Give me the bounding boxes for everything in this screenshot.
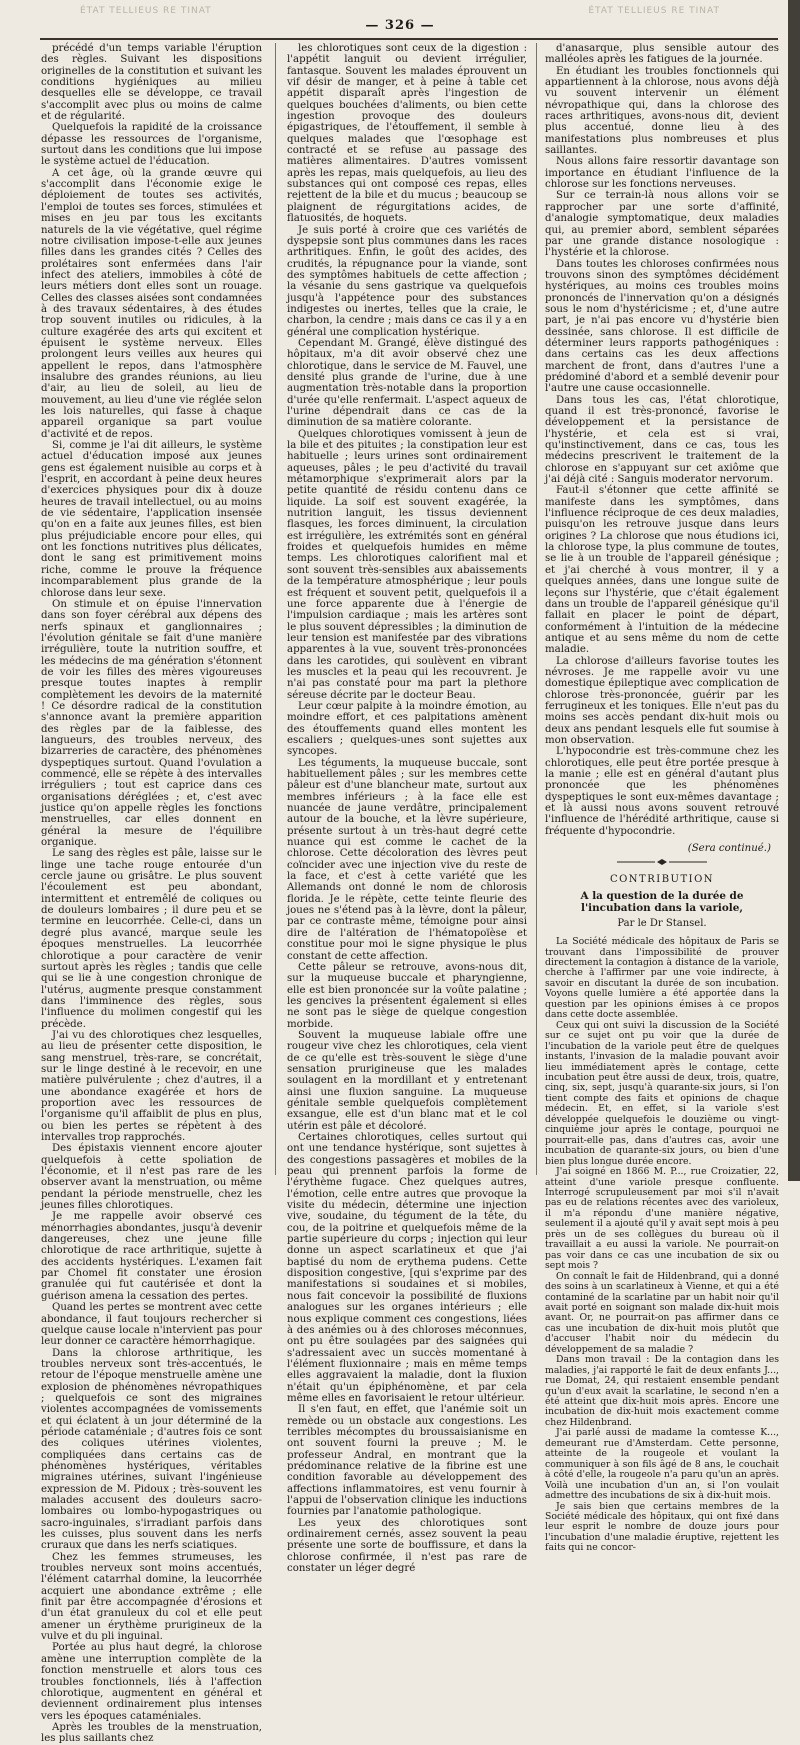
paragraph: Certaines chlorotiques, celles surtout qui ont une tendance hystérique, sont sujettes à des congestions passagères et mobiles de la peau qui prennent parfois la forme de l'érythème fugace. Chez quelques autres, l'émotion, celle entre autres que provoque la visite du médecin, détermine une injection vive, soudaine, du tégument de la tête, du cou, de la poitrine et quelquefois même de la partie supérieure du corps ; injection qui leur donne un aspect scarlatineux et que j'ai baptisé du nom de erythema pudens. Cette disposition congestive, [qui s'exprime par des manifestations si soudaines et si mobiles, nous fait concevoir la possibilité de fluxions analogues sur les organes intérieurs ; elle nous explique comment ces congestions, liées à des anémies ou à des chloroses méconnues, ont pu être soulagées par des saignées qui s'adressaient avec un succès momentané à l'élément fluxionnaire ; mais en même temps elles aggravaient la maladie, dont la fluxion n'était qu'un épiphénomène, et par cela même elles en favorisaient le retour ultérieur.	[287, 1132, 527, 1404]
header-rule	[40, 38, 778, 40]
paragraph: J'ai soigné en 1866 M. P..., rue Croizatier, 22, atteint d'une variole presque confluente. Interrogé scrupuleusement par moi s'il n'avait pas eu de relations récentes avec des varioleux, il m'a répondu d'une manière négative, seulement il a ajouté qu'il y avait sept mois à peu près un de ses collègues du bureau où il travaillait a eu aussi la variole. Ne pourrait-on pas voir dans ce cas une incubation de six ou sept mois ?	[545, 1166, 779, 1272]
page-edge-shadow	[788, 0, 800, 1181]
paragraph: J'ai parlé aussi de madame la comtesse K..., demeurant rue d'Amsterdam. Cette personne, atteinte de la rougeole et voulant la communiquer à son fils âgé de 8 ans, le couchait à côté d'elle, la rougeole n'a paru qu'un an après. Voilà une incubation d'un an, si l'on voulait admettre des incubations de six à dix-huit mois.	[545, 1427, 779, 1502]
paragraph: Il s'en faut, en effet, que l'anémie soit un remède ou un obstacle aux congestions. Les terribles mécomptes du broussaisianisme en ont souvent fourni la preuve ; M. le professeur Andral, en montrant que la prédominance relative de la fibrine est une condition favorable au développement des affections inflammatoires, est venu fournir à l'appui de l'observation clinique les inductions fournies par l'anatomie pathologique.	[287, 1404, 528, 1518]
paragraph: précédé d'un temps variable l'éruption des règles. Suivant les dispositions originelles de la constitution et suivant les conditions hygiéniques au milieu desquelles elle se développe, ce travail s'accomplit avec plus ou moins de calme et de régularité.	[41, 43, 262, 123]
paragraph: Le sang des règles est pâle, laisse sur le linge une tache rouge entourée d'un cercle jaune ou grisâtre. Le plus souvent l'écoulement est peu abondant, intermittent et entremêlé de coliques ou de douleurs lombaires ; il dure peu et se termine en leucorrhée. Celle-ci, dans un degré plus avancé, marque seule les époques menstruelles. La leucorrhée chlorotique a pour caractère de venir surtout après les règles ; tandis que celle qui se lie à une congestion chronique de l'utérus, augmente presque constamment dans l'imminence des règles, sous l'influence du molimen congestif qui les précède.	[41, 848, 262, 1030]
paragraph: Dans toutes les chloroses confirmées nous trouvons sinon des symptômes décidément hystériques, au moins ces troubles moins prononcés de l'innervation qu'on a désignés sous le nom d'hystéricisme ; et, d'une autre part, je n'ai pas encore vu d'hystérie bien dessinée, sans chlorose. Il est difficile de déterminer leurs rapports pathogéniques : dans certains cas les deux affections marchent de front, dans d'autres l'une a prédominé d'abord et a semblé devenir pour l'autre une cause occasionnelle.	[545, 258, 779, 395]
paragraph: Les yeux des chlorotiques sont ordinairement cernés, assez souvent la peau présente une sorte de bouffissure, et dans la chlorose confirmée, il n'est pas rare de constater un léger degré	[287, 1517, 527, 1575]
paragraph: Dans tous les cas, l'état chlorotique, quand il est très-prononcé, favorise le développement et la persistance de l'hystérie, et cela est si vrai, qu'instinctivement, dans ce cas, tous les médecins prescrivent le traitement de la chlorose en s'appuyant sur cet axiôme que j'ai déjà cité : Sanguis moderator nervorum.	[545, 394, 779, 486]
section-body	[545, 937, 779, 1554]
paragraph: les chlorotiques sont ceux de la digestion : l'appétit languit ou devient irrégulier, fantasque. Souvent les malades éprouvent un vif désir de manger, et à peine à table cet appétit disparaît après l'ingestion de quelques bouchées d'aliments, ou bien cette ingestion provoque des douleurs épigastriques, de l'étouffement, il semble à quelques malades que l'œsophage est contracté et se refuse au passage des matières alimentaires. D'autres vomissent après les repas, mais quelquefois, au lieu des substances qui ont composé ces repas, elles rejettent de la bile et du mucus ; beaucoup se plaignent de régurgitations acides, de flatuosités, de hoquets.	[287, 43, 527, 225]
paragraph: Dans la chlorose arthritique, les troubles nerveux sont très-accentués, le retour de l'époque menstruelle amène une explosion de phénomènes névropathiques ; quelquefois ce sont des migraines violentes accompagnées de vomissements et qui éclatent à un jour déterminé de la période cataméniale ; d'autres fois ce sont des coliques utérines violentes, compliquées dans certains cas de phénomènes hystériques, véritables migraines utérines, suivant l'ingénieuse expression de M. Pidoux ; très-souvent les malades accusent des douleurs sacro-lombaires ou lombo-hypogastriques ou sacro-inguinales, s'irradiant parfois dans les cuisses, plus souvent dans les nerfs cruraux que dans les nerfs sciatiques.	[41, 1347, 262, 1552]
ornament-divider	[617, 858, 707, 866]
column-divider-2	[536, 43, 537, 1175]
column-right-article	[545, 43, 779, 837]
paragraph: Je suis porté à croire que ces variétés de dyspepsie sont plus communes dans les races arthritiques. Enfin, le goût des acides, des crudités, la répugnance pour la viande, sont des symptômes habituels de cette affection ; la vésanie du sens gastrique va quelquefois jusqu'à l'appétence pour des substances indigestes ou inertes, telles que la craie, le charbon, la cendre ; mais dans ce cas il y a en général une complication hystérique.	[287, 224, 527, 338]
paragraph: Si, comme je l'ai dit ailleurs, le système actuel d'éducation imposé aux jeunes gens est également nuisible au corps et à l'esprit, en accordant à peine deux heures d'exercices physiques pour dix à douze heures de travail intellectuel, ou au moins de vie sédentaire, l'application insensée qu'on en a faite aux jeunes filles, est bien plus préjudiciable encore pour elles, qui ont les fonctions nutritives plus délicates, dont le sang est primitivement moins riche, comme le prouve la fréquence incomparablement plus grande de la chlorose dans leur sexe.	[41, 440, 262, 599]
paragraph: Quelquefois la rapidité de la croissance dépasse les ressources de l'organisme, surtout dans les conditions que lui impose le système actuel de l'éducation.	[41, 122, 262, 168]
paragraph: Ceux qui ont suivi la discussion de la Société sur ce sujet ont pu voir que la durée de l'incubation de la variole peut être de quelques instants, l'invasion de la maladie pouvant avoir lieu immédiatement après le contage, cette incubation peut être aussi de deux, trois, quatre, cinq, six, sept, jusqu'à quarante-six jours, si l'on tient compte des faits et opinions de chaque médecin. Et, en effet, si la variole s'est développée quelquefois le douzième ou vingt-cinquième jour après le contage, pourquoi ne pourrait-elle pas, dans d'autres cas, avoir une incubation de quarante-six jours, ou bien d'une bien plus longue durée encore.	[545, 1019, 779, 1167]
column-right	[545, 43, 779, 1554]
paragraph: Les téguments, la muqueuse buccale, sont habituellement pâles ; sur les membres cette pâleur est d'une blancheur mate, surtout aux membres inférieurs ; à la face elle est nuancée de jaune verdâtre, principalement autour de la bouche, et la lèvre supérieure, présente surtout à un très-haut degré cette nuance qui est comme le cachet de la chlorose. Cette décoloration des lèvres peut coïncider avec une injection vive du reste de la face, et c'est à cette variété que les Allemands ont donné le nom de chlorosis florida. Je le répète, cette teinte fleurie des joues ne s'étend pas à la lèvre, dont la pâleur, par ce contraste même, témoigne pour ainsi dire de l'altération de l'hématopoïèse et constitue pour moi le signe physique le plus constant de cette affection.	[287, 757, 527, 962]
paragraph: Portée au plus haut degré, la chlorose amène une interruption complète de la fonction menstruelle et alors tous ces troubles fonctionnels, liés à l'affection chlorotique, augmentent en général et deviennent ordinairement plus intenses vers les époques cataméniales.	[41, 1642, 262, 1722]
paragraph: Faut-il s'étonner que cette affinité se manifeste dans les symptômes, dans l'influence réciproque de ces deux maladies, puisqu'on les retrouve jusque dans leurs origines ? La chlorose que nous étudions ici, la chlorose type, la plus commune de toutes, se lie à un trouble de l'appareil génésique ; et j'ai cherché à vous montrer, il y a quelques années, dans une longue suite de leçons sur l'hystérie, que c'était également dans un trouble de l'appareil génésique qu'il fallait en placer le point de départ, conformément à l'intuition de la médecine antique et au sens même du nom de cette maladie.	[545, 485, 779, 656]
paragraph: Après les troubles de la menstruation, les plus saillants chez	[41, 1721, 262, 1745]
paragraph: Je sais bien que certains membres de la Société médicale des hôpitaux, qui ont fixé dans leur esprit le nombre de douze jours pour l'incubation d'une maladie éruptive, rejettent les faits qui ne concor-	[545, 1500, 779, 1554]
paragraph: J'ai vu des chlorotiques chez lesquelles, au lieu de présenter cette disposition, le sang menstruel, très-rare, se concrétait, sur le linge destiné à le recevoir, en une matière pulvérulente ; chez d'autres, il a une abondance exagérée et hors de proportion avec les ressources de l'organisme qu'il affaiblit de plus en plus, ou bien les pertes se répètent à des intervalles trop rapprochés.	[41, 1029, 262, 1143]
bleed-through-right: ÉTAT TELLIEUS RE TINAT	[588, 6, 720, 16]
section-subheading: A la question de la durée de l'incubation dans la variole,	[580, 889, 744, 914]
to-be-continued-note: (Sera continué.)	[687, 843, 771, 855]
paragraph: Cette pâleur se retrouve, avons-nous dit, sur la muqueuse buccale et pharyngienne, elle est bien prononcée sur la voûte palatine ; les gencives la présentent également si elles ne sont pas le siège de quelque congestion morbide.	[287, 961, 527, 1030]
paragraph: Sur ce terrain-là nous allons voir se rapprocher par une sorte d'affinité, d'analogie symptomatique, deux maladies qui, au premier abord, semblent séparées par une grande distance nosologique : l'hystérie et la chlorose.	[545, 190, 779, 259]
paragraph: L'hypocondrie est très-commune chez les chlorotiques, elle peut être portée presque à la manie ; elle est en général d'autant plus prononcée que les phénomènes dyspeptiques le sont eux-mêmes davantage ; et là aussi nous avons souvent retrouvé l'influence de l'hérédité arthritique, cause si fréquente d'hypocondrie.	[545, 746, 779, 837]
column-left	[41, 43, 262, 1745]
bleed-through-header	[80, 6, 720, 16]
paragraph: Dans mon travail : De la contagion dans les maladies, j'ai rapporté le fait de deux enfants J..., rue Domat, 24, qui restaient ensemble pendant qu'un d'eux avait la scarlatine, le second n'en a été atteint que dix-huit mois après. Encore une incubation de dix-huit mois exactement comme chez Hildenbrand.	[545, 1354, 779, 1428]
paragraph: La Société médicale des hôpitaux de Paris se trouvant dans l'impossibilité de prouver directement la contagion à distance de la variole, cherche à l'affirmer par une voie indirecte, à savoir en discutant la durée de son incubation. Voyons quelle lumière a été apportée dans la question par les opinions émises à ce propos dans cette docte assemblée.	[545, 936, 779, 1021]
column-divider-1	[275, 43, 276, 1175]
paragraph: On stimule et on épuise l'innervation dans son foyer cérébral aux dépens des nerfs spinaux et ganglionnaires ; l'évolution génitale se fait d'une manière irrégulière, toute la nutrition souffre, et les médecins de ma génération s'étonnent de voir les filles des mères vigoureuses presque toutes inaptes à remplir complètement les devoirs de la maternité ! Ce désordre radical de la constitution s'annonce avant la première apparition des règles par de la faiblesse, des langueurs, des troubles nerveux, des bizarreries de caractère, des phénomènes dyspeptiques surtout. Quand l'ovulation a commencé, elle se répète à des intervalles irréguliers ; tout est caprice dans ces organisations déréglées ; et, c'est avec justice qu'on appelle règles les fonctions menstruelles, car elles donnent en général la mesure de l'équilibre organique.	[41, 598, 262, 849]
bleed-through-left: ÉTAT TELLIEUS RE TINAT	[80, 6, 212, 16]
paragraph: On connaît le fait de Hildenbrand, qui a donné des soins à un scarlatineux à Vienne, et qui a été contaminé de la scarlatine par un habit noir qu'il avait porté en soignant son malade dix-huit mois avant. Or, ne pourrait-on pas affirmer dans ce cas une incubation de dix-huit mois plutôt que d'accuser l'habit noir du médecin du développement de sa maladie ?	[545, 1270, 779, 1355]
section-author: Par le Dr Stansel.	[617, 917, 707, 929]
paragraph: Cependant M. Grangé, élève distingué des hôpitaux, m'a dit avoir observé chez une chlorotique, dans le service de M. Fauvel, une densité plus grande de l'urine, due à une augmentation très-notable dans la proportion d'urée qu'elle renfermait. L'aspect aqueux de l'urine dépendrait dans ce cas de la diminution de sa matière colorante.	[287, 337, 527, 429]
paragraph: Chez les femmes strumeuses, les troubles nerveux sont moins accentués, l'élément catarrhal domine, la leucorrhée acquiert une abondance extrême ; elle finit par être accompagnée d'érosions et d'un état granuleux du col et elle peut amener un érythème prurigineux de la vulve et du pli inguinal.	[41, 1551, 262, 1643]
paragraph: A cet âge, où la grande œuvre qui s'accomplit dans l'économie exige le déploiement de toutes ses activités, l'emploi de toutes ses forces, stimulées et mises en jeu par tous les excitants naturels de la vie végétative, quel régime notre civilisation impose-t-elle aux jeunes filles dans les grandes cités ? Celles des prolétaires sont enfermées dans l'air infect des ateliers, immobiles à côté de leurs métiers dont elles sont un rouage. Celles des classes aisées sont condamnées à des travaux sédentaires, à des études trop souvent inutiles ou ridicules, à la culture exagérée des arts qui excitent et épuisent le système nerveux. Elles prolongent leurs veilles aux heures qui appellent le repos, dans l'atmosphère insalubre des grandes réunions, au lieu d'air, au lieu de soleil, au lieu de mouvement, au lieu d'une vie réglée selon les lois naturelles, qui fasse à chaque appareil organique sa part voulue d'activité et de repos.	[41, 167, 262, 440]
paragraph: d'anasarque, plus sensible autour des malléoles après les fatigues de la journée.	[545, 43, 779, 66]
paragraph: En étudiant les troubles fonctionnels qui appartiennent à la chlorose, nous avons déjà vu souvent intervenir un élément névropathique qui, dans la chlorose des races arthritiques, avons-nous dit, devient plus accentué, donne lieu à des manifestations plus nombreuses et plus saillantes.	[545, 65, 779, 157]
paragraph: La chlorose d'ailleurs favorise toutes les névroses. Je me rappelle avoir vu une domestique épileptique avec complication de chlorose très-prononcée, guérir par les ferrugineux et les toniques. Elle n'eut pas du moins ses accès pendant dix-huit mois ou deux ans pendant lesquels elle fut soumise à mon observation.	[545, 655, 779, 746]
paragraph: Souvent la muqueuse labiale offre une rougeur vive chez les chlorotiques, cela vient de ce qu'elle est très-souvent le siège d'une sensation prurigineuse que les malades soulagent en la mordillant et y entretenant ainsi une fluxion sanguine. La muqueuse génitale semble quelquefois complètement exsangue, elle est d'un blanc mat et le col utérin est pâle et décoloré.	[287, 1029, 527, 1132]
paragraph: Je me rappelle avoir observé ces ménorrhagies abondantes, jusqu'à devenir dangereuses, chez une jeune fille chlorotique de race arthritique, sujette à des accidents hystériques. L'examen fait par Chomel fit constater une érosion granulée qui fut cautérisée et dont la guérison amena la cessation des pertes.	[41, 1211, 262, 1302]
column-middle	[287, 43, 528, 1575]
paragraph: Quand les pertes se montrent avec cette abondance, il faut toujours rechercher si quelque cause locale n'intervient pas pour leur donner ce caractère hémorrhagique.	[41, 1302, 262, 1348]
section-heading: CONTRIBUTION	[609, 874, 715, 886]
paragraph: Leur cœur palpite à la moindre émotion, au moindre effort, et ces palpitations amènent des étouffements quand elles montent les escaliers ; quelques-unes sont sujettes aux syncopes.	[287, 700, 527, 758]
paragraph: Des épistaxis viennent encore ajouter quelquefois à cette spoliation de l'économie, et il n'est pas rare de les observer avant la menstruation, ou même pendant la période menstruelle, chez les jeunes filles chlorotiques.	[41, 1143, 262, 1212]
page-number: — 326 —	[365, 18, 435, 33]
paragraph: Nous allons faire ressortir davantage son importance en étudiant l'influence de la chlorose sur les fonctions nerveuses.	[545, 156, 779, 191]
paragraph: Quelques chlorotiques vomissent à jeun de la bile et des pituites ; la constipation leur est habituelle ; leurs urines sont ordinairement aqueuses, pâles ; le peu d'activité du travail métamorphique s'exprimerait alors par la petite quantité de résidu contenu dans ce liquide. La soif est souvent exagérée, la nutrition languit, les tissus deviennent flasques, les forces diminuent, la circulation est irrégulière, les extrémités sont en général froides et quelquefois humides en même temps. Les chlorotiques calorifient mal et sont souvent très-sensibles aux abaissements de la température atmosphérique ; leur pouls est fréquent et souvent petit, quelquefois il a une force apparente due à l'énergie de l'impulsion cardiaque ; mais les artères sont le plus souvent dépressibles ; la diminution de leur tension est manifestée par des vibrations apparentes à la vue, souvent très-prononcées dans les carotides, qui soulèvent en vibrant les muscles et la peau qui les recouvrent. Je n'ai pas constaté pour ma part la plethore séreuse décrite par le docteur Beau.	[287, 428, 527, 701]
